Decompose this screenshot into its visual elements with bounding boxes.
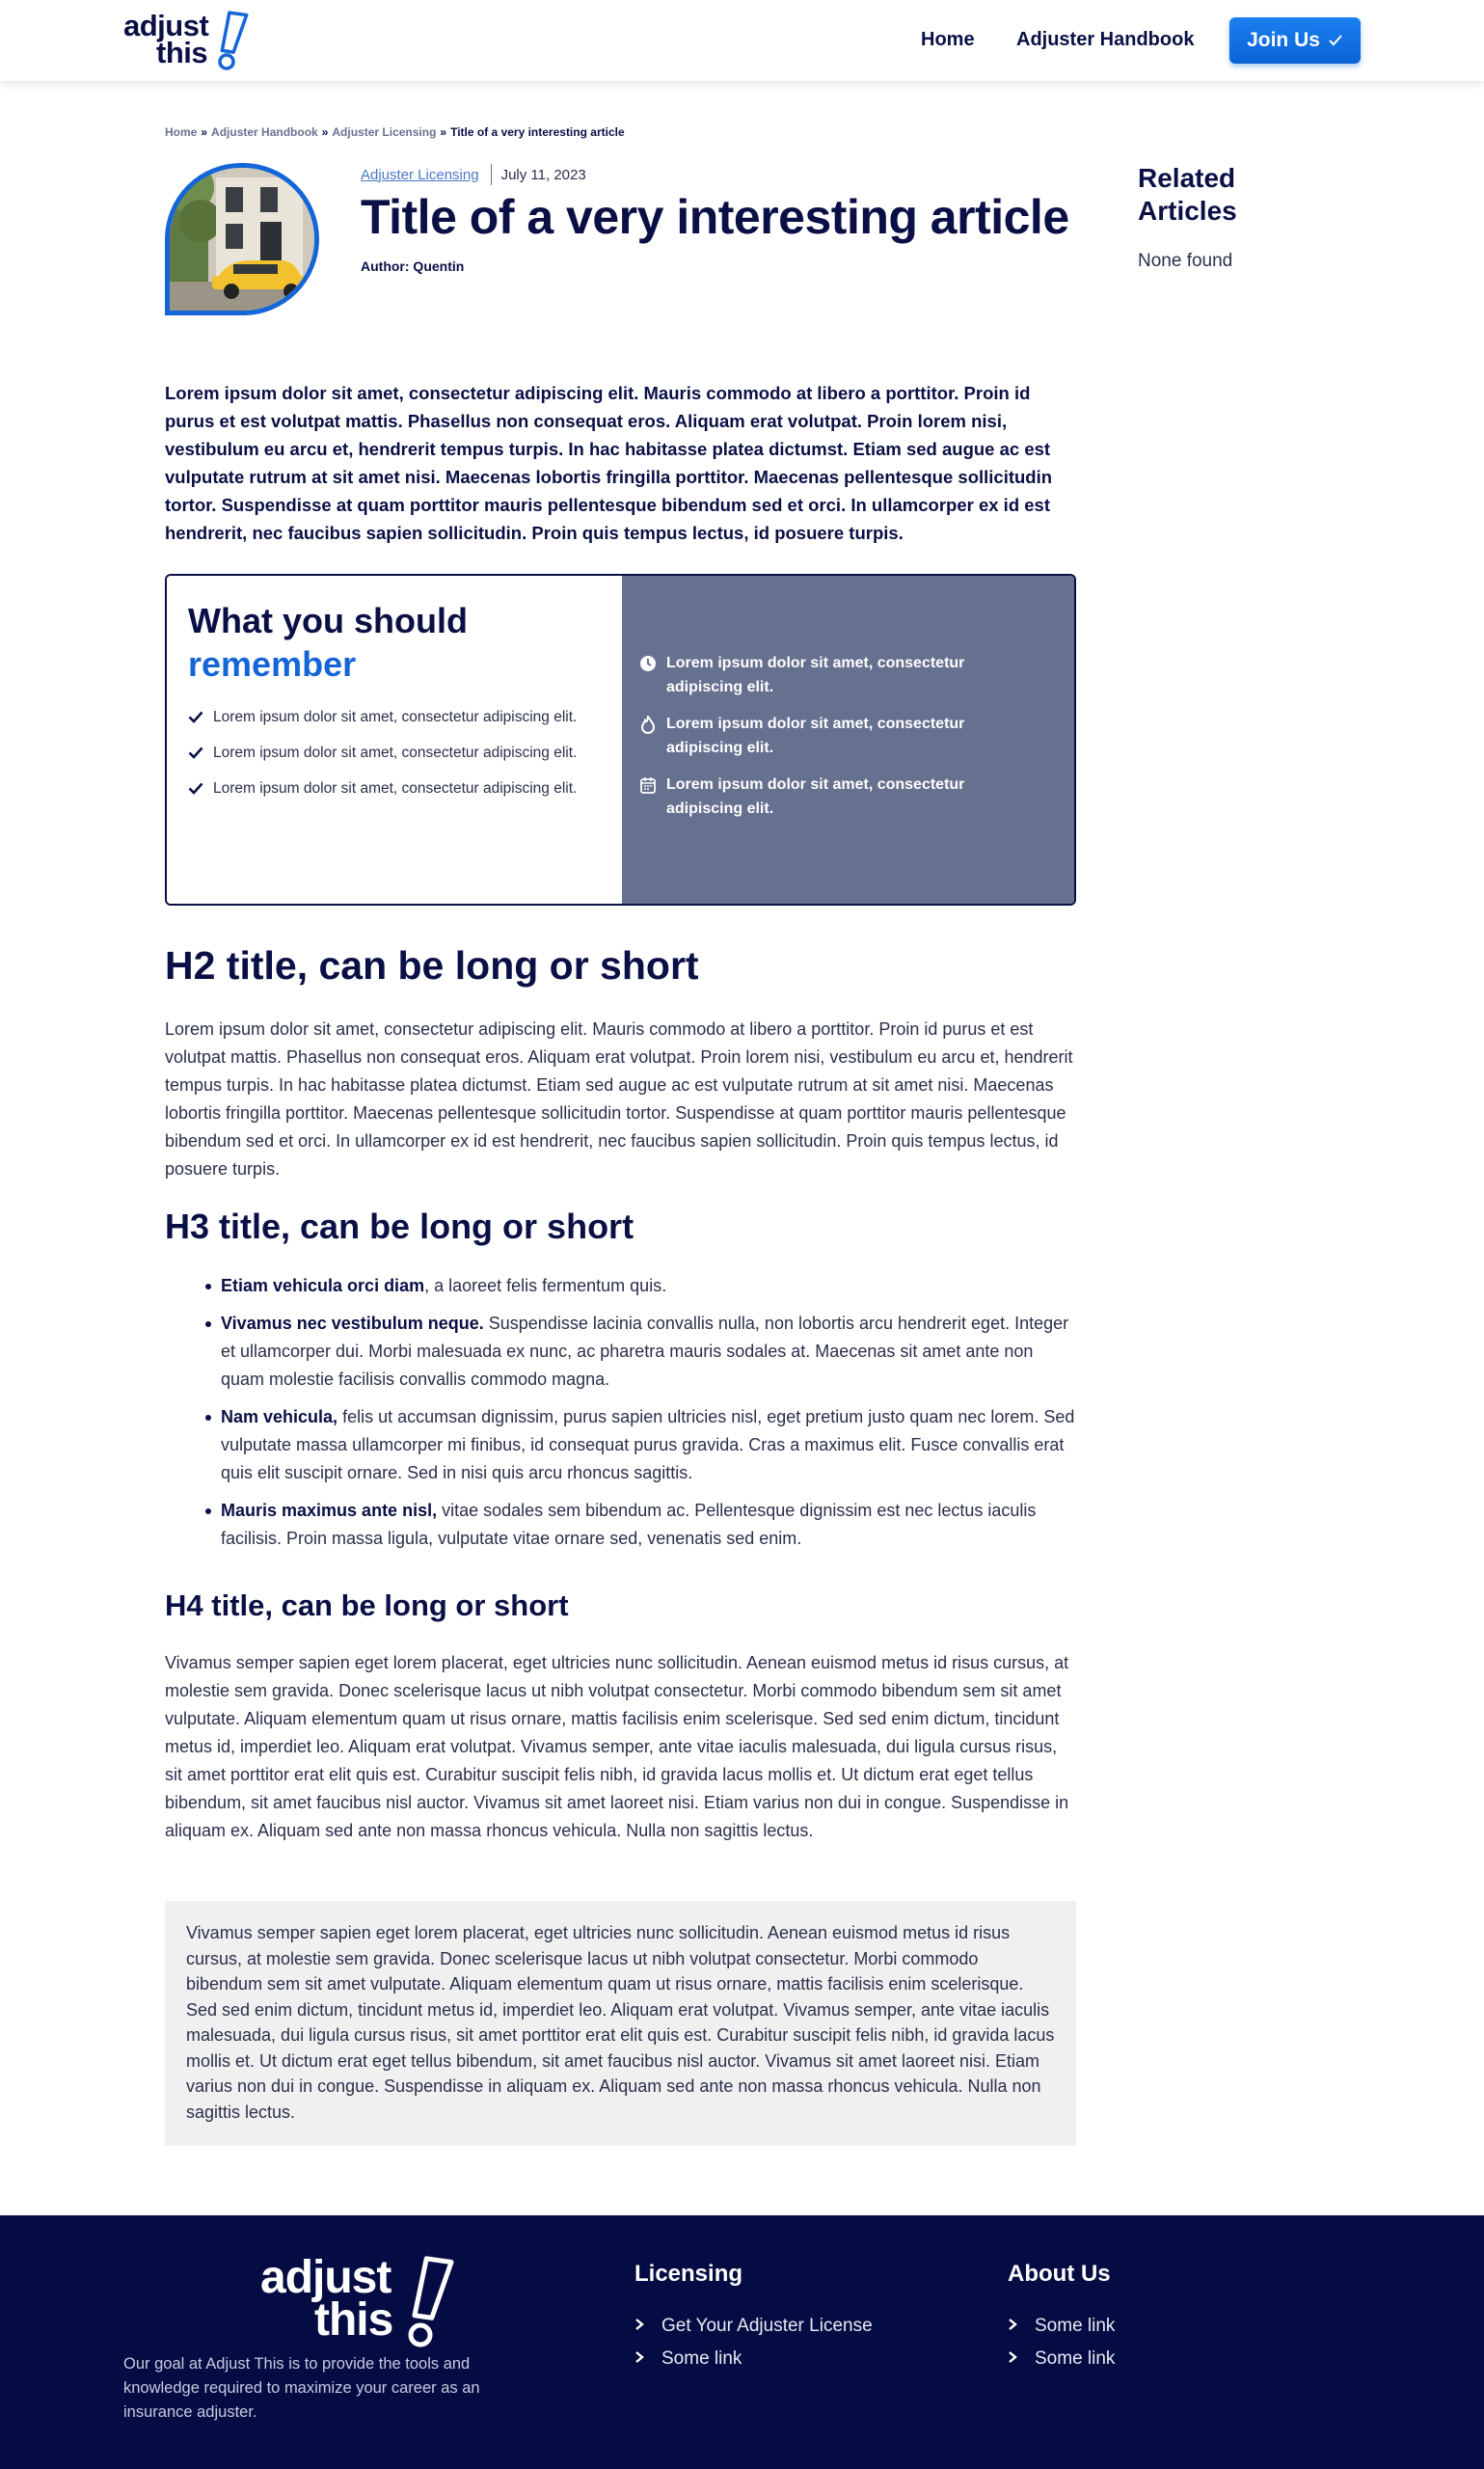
logo-word-this: this (156, 36, 208, 69)
site-header (0, 0, 1484, 81)
footer-tagline: Our goal at Adjust This is to provide the tools and knowledge required to maximize your career as an insurance adjuster. (123, 2355, 480, 2421)
article-thumbnail (165, 163, 319, 315)
footer-link-label: Get Your Adjuster License (661, 2316, 873, 2336)
chevron-right-icon (1008, 2316, 1035, 2337)
checkmark-icon (188, 782, 213, 800)
list-item-bold: Vivamus nec vestibulum neque. (221, 1314, 484, 1333)
related-articles-title: Related Articles (1138, 163, 1237, 226)
breadcrumb-separator: » (201, 125, 208, 139)
join-us-button[interactable] (1229, 17, 1361, 64)
footer-link[interactable] (1008, 2343, 1115, 2375)
list-item-bold: Etiam vehicula orci diam (221, 1276, 425, 1295)
join-us-label: Join Us (1247, 29, 1320, 51)
footer-link-label: Some link (1035, 2348, 1116, 2369)
breadcrumb (165, 125, 625, 139)
footer-logo-word-adjust: adjust (260, 2252, 391, 2303)
list-item (221, 1310, 1076, 1394)
highlight-text: Lorem ipsum dolor sit amet, consectetur adipiscing elit. (666, 776, 965, 817)
remember-list (188, 705, 593, 812)
remember-item-text: Lorem ipsum dolor sit amet, consectetur adipiscing elit. (213, 745, 578, 761)
footer-link[interactable] (634, 2310, 873, 2343)
remember-highlights (639, 651, 1044, 833)
related-articles-empty: None found (1138, 251, 1233, 271)
breadcrumb-licensing[interactable]: Adjuster Licensing (332, 125, 437, 139)
article-title: Title of a very interesting article (361, 190, 1069, 244)
chevron-right-icon (634, 2348, 661, 2370)
highlight-text: Lorem ipsum dolor sit amet, consectetur adipiscing elit. (666, 716, 965, 756)
highlight-item (639, 773, 1044, 821)
footer-logo[interactable] (260, 2254, 463, 2350)
footer-about-links (1008, 2310, 1115, 2375)
remember-left-panel (167, 576, 622, 904)
site-logo[interactable] (123, 10, 251, 71)
category-link[interactable]: Adjuster Licensing (361, 166, 479, 183)
remember-title-line: What you should (188, 601, 468, 640)
remember-item (188, 705, 593, 729)
remember-title (188, 599, 601, 686)
remember-title-accent: remember (188, 644, 357, 684)
footer-logo-exclamation-icon (403, 2254, 457, 2350)
list-item-bold: Nam vehicula, (221, 1407, 338, 1426)
bullet-list (221, 1272, 1076, 1562)
footer-link[interactable] (634, 2343, 873, 2375)
list-item (221, 1272, 1076, 1300)
breadcrumb-current: Title of a very interesting article (450, 125, 625, 139)
calendar-icon (639, 776, 666, 800)
section-h2-paragraph: Lorem ipsum dolor sit amet, consectetur adipiscing elit. Mauris commodo at libero a porttitor. Proin id purus et est volutpat mattis. Phasellus non consequat eros. Aliquam erat volutpat. Proin lorem nisi, vestibulum eu arcu et, hendrerit tempus turpis. In hac habitasse platea dictumst. Etiam sed augue ac est vulputate rutrum at sit amet nisi. Maecenas lobortis fringilla porttitor. Maecenas pellentesque sollicitudin tortor. Suspendisse at quam porttitor mauris pellentesque bibendum sed et orci. In ullamcorper ex id est hendrerit, nec faucibus sapien sollicitudin. Proin quis tempus lectus, id posuere turpis. (165, 1019, 1073, 1179)
footer-licensing-title: Licensing (634, 2261, 743, 2287)
section-h3-title: H3 title, can be long or short (165, 1207, 634, 1246)
house-with-car-image (170, 168, 314, 311)
remember-item-text: Lorem ipsum dolor sit amet, consectetur adipiscing elit. (213, 709, 578, 725)
list-item-text: vitae sodales sem bibendum ac. Pellentesque dignissim est nec lectus iaculis facilisis. Proin massa ligula, vulputate vitae ornare sed, venenatis sed enim. (221, 1501, 1037, 1548)
remember-item (188, 776, 593, 800)
flame-icon (639, 716, 666, 740)
list-item-bold: Mauris maximus ante nisl, (221, 1501, 438, 1520)
article-date: July 11, 2023 (500, 166, 586, 183)
highlight-item (639, 712, 1044, 760)
highlight-item (639, 651, 1044, 699)
logo-exclamation-icon (213, 10, 252, 71)
logo-word-adjust: adjust (123, 9, 209, 42)
quote-block: Vivamus semper sapien eget lorem placerat, eget ultricies nunc sollicitudin. Aenean euismod metus id risus cursus, at molestie sem gravida. Donec scelerisque lacus ut nibh volutpat consectetur. Morbi commodo bibendum sem sit amet vulputate. Aliquam elementum quam ut risus ornare, mattis facilisis enim scelerisque. Sed sed enim dictum, tincidunt metus id, imperdiet leo. Aliquam erat volutpat. Vivamus semper, ante vitae iaculis malesuada, dui ligula cursus risus, sit amet porttitor erat elit quis est. Curabitur suscipit felis nibh, id gravida lacus mollis et. Ut dictum erat eget tellus bibendum, sit amet faucibus nisl auctor. Vivamus sit amet laoreet nisi. Etiam varius non dui in congue. Suspendisse in aliquam ex. Aliquam sed ante non massa rhoncus vehicula. Nulla non sagittis lectus. (165, 1901, 1076, 2146)
section-h4-title: H4 title, can be long or short (165, 1588, 569, 1622)
meta-divider (491, 164, 492, 185)
nav-adjuster-handbook[interactable]: Adjuster Handbook (1016, 29, 1195, 50)
nav-home[interactable]: Home (921, 29, 975, 50)
footer-about-title: About Us (1008, 2261, 1111, 2287)
footer-link[interactable] (1008, 2310, 1115, 2343)
section-h4-paragraph: Vivamus semper sapien eget lorem placerat, eget ultricies nunc sollicitudin. Aenean euismod metus id risus cursus, at molestie sem gravida. Donec scelerisque lacus ut nibh volutpat consectetur. Morbi commodo bibendum sem sit amet vulputate. Aliquam elementum quam ut risus ornare, mattis facilisis enim scelerisque. Sed sed enim dictum, tincidunt metus id, imperdiet leo. Aliquam erat volutpat. Vivamus semper, ante vitae iaculis malesuada, dui ligula cursus risus, sit amet porttitor erat elit quis est. Curabitur suscipit felis nibh, id gravida lacus mollis et. Ut dictum erat eget tellus bibendum, sit amet faucibus nisl auctor. Vivamus sit amet laoreet nisi. Etiam varius non dui in congue. Suspendisse in aliquam ex. Aliquam sed ante non massa rhoncus vehicula. Nulla non sagittis lectus. (165, 1653, 1069, 1840)
list-item (221, 1403, 1076, 1487)
article-meta (361, 164, 586, 185)
remember-item (188, 741, 593, 765)
section-h2-title: H2 title, can be long or short (165, 943, 699, 988)
footer-link-label: Some link (661, 2348, 742, 2369)
list-item (221, 1497, 1076, 1553)
breadcrumb-separator: » (321, 125, 329, 139)
remember-item-text: Lorem ipsum dolor sit amet, consectetur adipiscing elit. (213, 780, 578, 797)
footer-link-label: Some link (1035, 2316, 1116, 2336)
breadcrumb-home[interactable]: Home (165, 125, 198, 139)
checkmark-icon (188, 746, 213, 764)
chevron-right-icon (1008, 2348, 1035, 2370)
breadcrumb-separator: » (440, 125, 447, 139)
list-item-text: Suspendisse lacinia convallis nulla, non lobortis arcu hendrerit eget. Integer et ullamcorper dui. Morbi malesuada ex nunc, ac pharetra mauris sodales at. Maecenas sit amet ante non quam molestie facilisis convallis commodo magna. (221, 1314, 1069, 1389)
clock-icon (639, 655, 666, 677)
breadcrumb-handbook[interactable]: Adjuster Handbook (211, 125, 318, 139)
checkmark-icon (1328, 34, 1343, 47)
list-item-text: felis ut accumsan dignissim, purus sapien ultricies nisl, eget pretium justo quam nec lorem. Sed vulputate massa ullamcorper mi finibus, id consequat purus gravida. Cras a maximus elit. Fusce convallis erat quis elit suscipit ornare. Sed in nisi quis arcu rhoncus sagittis. (221, 1407, 1075, 1482)
remember-box (165, 574, 1076, 906)
chevron-right-icon (634, 2316, 661, 2337)
article-intro: Lorem ipsum dolor sit amet, consectetur adipiscing elit. Mauris commodo at libero a porttitor. Proin id purus et est volutpat mattis. Phasellus non consequat eros. Aliquam erat volutpat. Proin lorem nisi, vestibulum eu arcu et, hendrerit tempus turpis. In hac habitasse platea dictumst. Etiam sed augue ac est vulputate rutrum at sit amet nisi. Maecenas lobortis fringilla porttitor. Maecenas pellentesque sollicitudin tortor. Suspendisse at quam porttitor mauris pellentesque bibendum sed et orci. In ullamcorper ex id est hendrerit, nec faucibus sapien sollicitudin. Proin quis tempus lectus, id posuere turpis. (165, 383, 1053, 543)
article-author: Author: Quentin (361, 258, 465, 274)
list-item-text: , a laoreet felis fermentum quis. (424, 1276, 667, 1295)
footer-licensing-links (634, 2310, 873, 2375)
highlight-text: Lorem ipsum dolor sit amet, consectetur adipiscing elit. (666, 655, 965, 695)
remember-right-panel (622, 576, 1074, 904)
site-footer (0, 2215, 1484, 2469)
checkmark-icon (188, 711, 213, 728)
footer-logo-word-this: this (314, 2294, 393, 2346)
